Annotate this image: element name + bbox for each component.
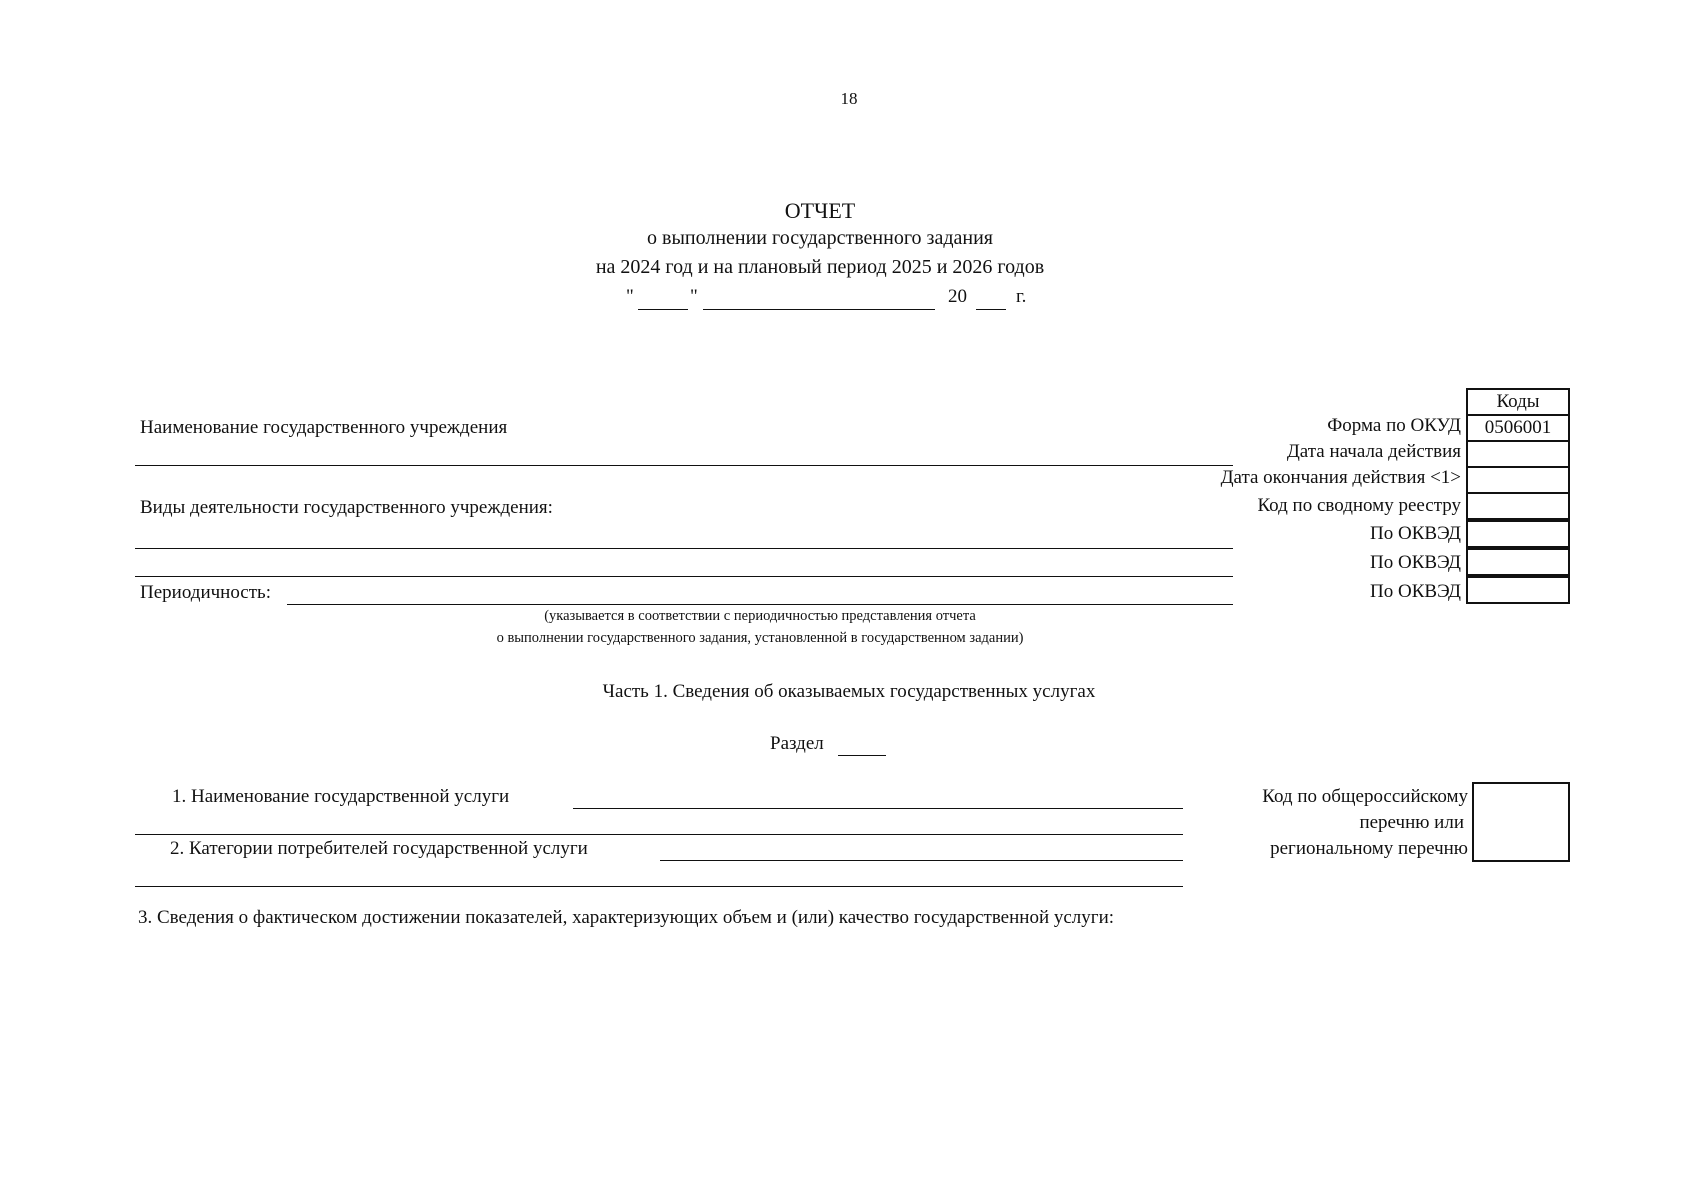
- activity-types-label: Виды деятельности государственного учреждения:: [140, 497, 553, 518]
- date-month-blank[interactable]: [703, 309, 935, 310]
- section-number-blank[interactable]: [838, 755, 886, 756]
- codes-label-okved-1: По ОКВЭД: [1370, 523, 1461, 544]
- date-day-blank[interactable]: [638, 309, 688, 310]
- section-label: Раздел: [770, 733, 824, 754]
- periodicity-note-1: (указывается в соответствии с периодичностью представления отчета: [544, 608, 976, 624]
- activity-types-blank-1[interactable]: [135, 548, 1233, 549]
- codes-value-end-date[interactable]: [1466, 466, 1570, 494]
- codes-label-start-date: Дата начала действия: [1286, 441, 1461, 462]
- service-name-blank-2[interactable]: [135, 834, 1183, 835]
- service-name-label: 1. Наименование государственной услуги: [172, 786, 510, 807]
- service-name-blank-1[interactable]: [573, 808, 1183, 809]
- part1-title: Часть 1. Сведения об оказываемых государственных услугах: [602, 681, 1096, 702]
- institution-name-blank[interactable]: [135, 465, 1233, 466]
- report-subtitle-1: о выполнении государственного задания: [647, 227, 993, 249]
- codes-label-okud: Форма по ОКУД: [1327, 415, 1461, 436]
- periodicity-note-2: о выполнении государственного задания, установленной в государственном задании): [496, 630, 1024, 646]
- codes-value-okved-3[interactable]: [1466, 576, 1570, 604]
- page-number: 18: [840, 89, 858, 108]
- date-quote-close: ": [690, 286, 698, 307]
- codes-label-okved-3: По ОКВЭД: [1370, 581, 1461, 602]
- consumer-categories-blank-2[interactable]: [135, 886, 1183, 887]
- report-title: ОТЧЕТ: [784, 198, 856, 223]
- date-year-blank[interactable]: [976, 309, 1006, 310]
- date-year-suffix: г.: [1016, 286, 1027, 307]
- consumer-categories-blank-1[interactable]: [660, 860, 1183, 861]
- periodicity-blank[interactable]: [287, 604, 1233, 605]
- activity-types-blank-2[interactable]: [135, 576, 1233, 577]
- service-code-box[interactable]: [1472, 782, 1570, 862]
- date-year-prefix: 20: [948, 286, 967, 307]
- date-quote-open: ": [626, 286, 634, 307]
- codes-value-okved-1[interactable]: [1466, 520, 1570, 548]
- service-code-label-1: Код по общероссийскому: [1262, 786, 1468, 807]
- codes-heading: Коды: [1466, 388, 1570, 416]
- codes-value-okud[interactable]: 0506001: [1466, 414, 1570, 442]
- codes-label-end-date: Дата окончания действия <1>: [1220, 467, 1461, 488]
- codes-value-start-date[interactable]: [1466, 440, 1570, 468]
- codes-label-okved-2: По ОКВЭД: [1370, 552, 1461, 573]
- codes-value-okved-2[interactable]: [1466, 548, 1570, 576]
- service-code-label-3: региональному перечню: [1270, 838, 1468, 859]
- institution-name-label: Наименование государственного учреждения: [140, 417, 508, 438]
- service-code-label-2: перечню или: [1359, 812, 1464, 833]
- codes-value-registry[interactable]: [1466, 492, 1570, 520]
- report-subtitle-2: на 2024 год и на плановый период 2025 и 2026 годов: [595, 256, 1045, 278]
- indicators-label: 3. Сведения о фактическом достижении показателей, характеризующих объем и (или) качество государственной услуги:: [138, 907, 1115, 928]
- codes-label-registry: Код по сводному реестру: [1257, 495, 1461, 516]
- consumer-categories-label: 2. Категории потребителей государственной услуги: [170, 838, 588, 859]
- periodicity-label: Периодичность:: [140, 582, 271, 603]
